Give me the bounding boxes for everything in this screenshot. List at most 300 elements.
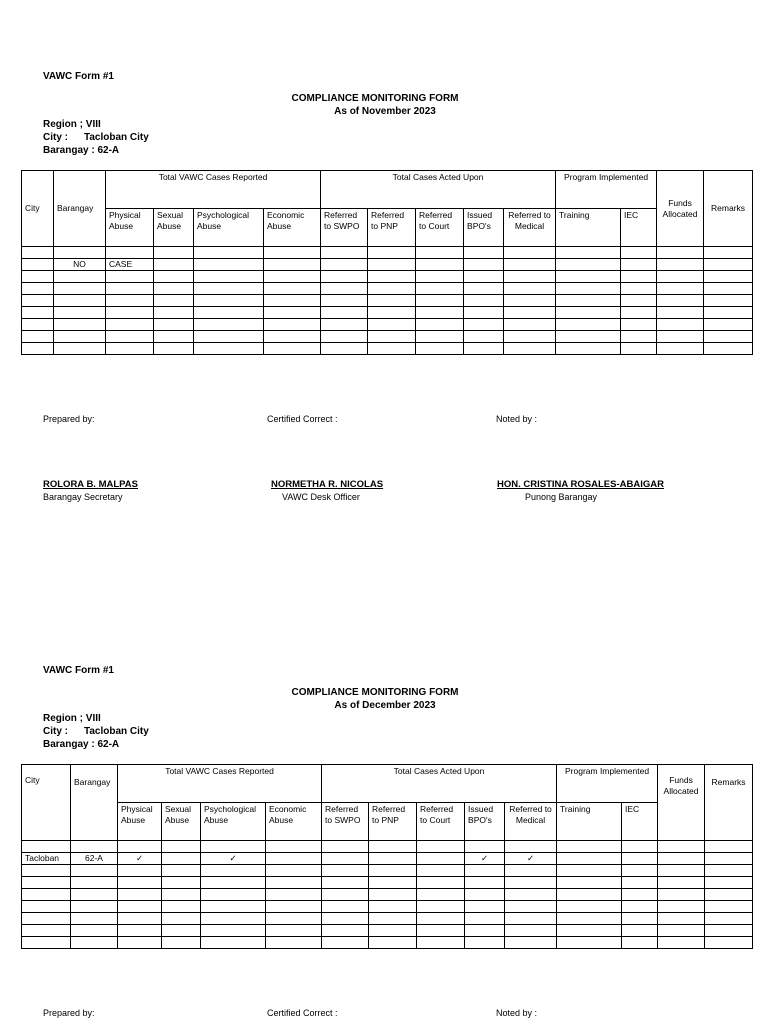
table-cell	[621, 283, 657, 295]
table-cell	[621, 343, 657, 355]
table-cell	[368, 271, 416, 283]
table-cell	[201, 841, 266, 853]
table-cell	[658, 913, 705, 925]
table-cell	[22, 307, 54, 319]
noted-by-label: Noted by :	[496, 1008, 538, 1018]
table-cell	[118, 925, 162, 937]
table-cell	[417, 913, 465, 925]
table-cell	[368, 307, 416, 319]
table-cell	[22, 343, 54, 355]
region-line: Region ; VIII	[43, 119, 101, 130]
table-cell	[118, 889, 162, 901]
compliance-table	[21, 764, 753, 949]
table-cell	[194, 283, 264, 295]
table-cell	[465, 925, 505, 937]
table-cell	[22, 937, 71, 949]
table-cell	[369, 853, 417, 865]
table-cell	[369, 877, 417, 889]
table-cell	[201, 877, 266, 889]
table-cell	[417, 889, 465, 901]
table-cell	[368, 247, 416, 259]
table-cell: ✓	[201, 853, 266, 865]
table-cell	[106, 331, 154, 343]
header-bpo: Issued BPO's	[464, 209, 504, 247]
table-cell	[416, 271, 464, 283]
table-cell	[266, 853, 322, 865]
table-cell	[118, 841, 162, 853]
table-cell	[106, 307, 154, 319]
table-cell	[657, 247, 704, 259]
city-value: Tacloban City	[84, 132, 149, 143]
table-cell	[621, 295, 657, 307]
table-cell	[71, 913, 118, 925]
header-physical: Physical Abuse	[106, 209, 154, 247]
header-remarks: Remarks	[704, 171, 753, 247]
table-cell	[657, 295, 704, 307]
table-cell	[657, 259, 704, 271]
table-cell: CASE	[106, 259, 154, 271]
table-cell	[505, 841, 557, 853]
certified-label: Certified Correct :	[267, 414, 338, 424]
table-cell	[504, 247, 556, 259]
table-cell	[194, 271, 264, 283]
table-cell	[705, 865, 753, 877]
table-cell	[194, 319, 264, 331]
header-court: Referred to Court	[416, 209, 464, 247]
table-cell	[106, 247, 154, 259]
table-row	[22, 319, 753, 331]
prepared-by-label: Prepared by:	[43, 414, 95, 424]
table-cell	[464, 307, 504, 319]
table-cell	[658, 865, 705, 877]
table-cell	[162, 925, 201, 937]
table-cell	[22, 331, 54, 343]
table-cell	[22, 841, 71, 853]
table-cell	[622, 877, 658, 889]
table-cell	[621, 307, 657, 319]
table-cell	[556, 247, 621, 259]
table-cell	[464, 295, 504, 307]
table-row	[22, 913, 753, 925]
table-cell	[321, 295, 368, 307]
compliance-table	[21, 170, 753, 355]
table-row	[22, 295, 753, 307]
table-cell	[504, 271, 556, 283]
header-psychological: Psychological Abuse	[194, 209, 264, 247]
table-cell	[505, 913, 557, 925]
table-cell	[465, 865, 505, 877]
table-cell	[54, 271, 106, 283]
table-cell	[557, 925, 622, 937]
table-row	[22, 283, 753, 295]
table-cell	[266, 925, 322, 937]
table-cell	[154, 307, 194, 319]
signatory-title-secretary: Barangay Secretary	[43, 492, 123, 502]
table-cell	[504, 259, 556, 271]
table-cell	[54, 343, 106, 355]
table-cell: ✓	[505, 853, 557, 865]
header-sexual: Sexual Abuse	[162, 803, 201, 841]
table-cell	[54, 331, 106, 343]
table-cell	[556, 307, 621, 319]
header-funds: Funds Allocated	[658, 765, 705, 841]
table-cell	[622, 913, 658, 925]
header-medical: Referred to Medical	[505, 803, 557, 841]
table-cell	[704, 259, 753, 271]
table-cell	[194, 247, 264, 259]
table-cell	[368, 319, 416, 331]
table-cell	[658, 853, 705, 865]
table-cell	[658, 937, 705, 949]
table-cell	[54, 295, 106, 307]
table-cell	[264, 295, 321, 307]
table-cell	[321, 319, 368, 331]
header-cases-reported: Total VAWC Cases Reported	[106, 171, 321, 209]
table-cell	[417, 853, 465, 865]
table-cell	[322, 877, 369, 889]
table-cell	[106, 283, 154, 295]
table-row	[22, 889, 753, 901]
table-row	[22, 853, 753, 865]
table-cell	[369, 913, 417, 925]
table-cell	[505, 889, 557, 901]
table-cell	[704, 331, 753, 343]
table-cell	[201, 913, 266, 925]
table-row	[22, 259, 753, 271]
table-cell	[71, 877, 118, 889]
table-cell	[71, 925, 118, 937]
signatory-title-desk-officer: VAWC Desk Officer	[282, 492, 360, 502]
table-cell	[504, 331, 556, 343]
table-cell	[22, 271, 54, 283]
header-funds: Funds Allocated	[657, 171, 704, 247]
city-value: Tacloban City	[84, 726, 149, 737]
table-cell	[22, 283, 54, 295]
table-cell	[465, 841, 505, 853]
header-training: Training	[556, 209, 621, 247]
table-cell	[557, 913, 622, 925]
table-cell	[162, 901, 201, 913]
header-city: City	[22, 171, 54, 247]
table-cell	[369, 901, 417, 913]
table-row	[22, 925, 753, 937]
header-sexual: Sexual Abuse	[154, 209, 194, 247]
form-label: VAWC Form #1	[43, 665, 114, 676]
table-cell	[464, 271, 504, 283]
table-cell	[705, 889, 753, 901]
table-cell	[464, 283, 504, 295]
table-cell	[22, 889, 71, 901]
table-cell	[705, 853, 753, 865]
table-cell	[22, 319, 54, 331]
table-cell	[264, 307, 321, 319]
table-cell	[162, 877, 201, 889]
table-cell	[322, 889, 369, 901]
table-cell	[54, 319, 106, 331]
table-cell	[416, 283, 464, 295]
table-cell	[162, 889, 201, 901]
table-cell	[657, 307, 704, 319]
table-cell	[657, 331, 704, 343]
table-cell	[154, 271, 194, 283]
header-physical: Physical Abuse	[118, 803, 162, 841]
table-cell	[622, 937, 658, 949]
table-cell	[621, 331, 657, 343]
table-cell	[106, 343, 154, 355]
table-cell	[369, 889, 417, 901]
table-cell	[266, 889, 322, 901]
table-cell	[54, 307, 106, 319]
region-line: Region ; VIII	[43, 713, 101, 724]
table-cell	[504, 343, 556, 355]
certified-label: Certified Correct :	[267, 1008, 338, 1018]
header-barangay: Barangay	[54, 171, 106, 247]
table-cell	[416, 331, 464, 343]
table-cell	[557, 841, 622, 853]
table-cell	[266, 841, 322, 853]
table-cell	[322, 925, 369, 937]
table-cell	[322, 937, 369, 949]
table-cell	[464, 343, 504, 355]
table-row	[22, 877, 753, 889]
table-cell	[194, 295, 264, 307]
barangay-line: Barangay : 62-A	[43, 739, 120, 750]
table-cell	[557, 865, 622, 877]
table-cell	[264, 319, 321, 331]
header-economic: Economic Abuse	[264, 209, 321, 247]
table-cell	[54, 247, 106, 259]
table-cell	[658, 877, 705, 889]
signatory-name-punong-barangay: HON. CRISTINA ROSALES-ABAIGAR	[497, 479, 664, 490]
table-cell	[465, 877, 505, 889]
table-cell	[416, 295, 464, 307]
table-cell	[556, 343, 621, 355]
table-cell	[266, 865, 322, 877]
table-cell	[416, 343, 464, 355]
table-cell	[464, 247, 504, 259]
header-cases-reported: Total VAWC Cases Reported	[118, 765, 322, 803]
table-row	[22, 937, 753, 949]
header-iec: IEC	[622, 803, 658, 841]
table-cell	[369, 937, 417, 949]
table-cell	[154, 247, 194, 259]
table-cell	[369, 865, 417, 877]
table-cell	[704, 271, 753, 283]
table-cell	[622, 865, 658, 877]
table-cell	[417, 841, 465, 853]
header-program: Program Implemented	[556, 171, 657, 209]
city-label: City :	[43, 726, 68, 737]
header-training: Training	[557, 803, 622, 841]
table-cell	[321, 283, 368, 295]
header-bpo: Issued BPO's	[465, 803, 505, 841]
table-cell	[162, 865, 201, 877]
table-cell	[704, 343, 753, 355]
table-cell	[505, 865, 557, 877]
noted-by-label: Noted by :	[496, 414, 538, 424]
table-cell	[368, 295, 416, 307]
table-cell	[154, 319, 194, 331]
table-cell	[201, 865, 266, 877]
table-cell	[118, 865, 162, 877]
table-cell	[22, 295, 54, 307]
header-cases-acted: Total Cases Acted Upon	[321, 171, 556, 209]
table-cell	[416, 319, 464, 331]
table-cell: NO	[54, 259, 106, 271]
table-cell	[118, 877, 162, 889]
table-cell	[54, 283, 106, 295]
table-cell	[464, 331, 504, 343]
table-cell	[162, 937, 201, 949]
table-cell	[194, 331, 264, 343]
table-cell	[504, 295, 556, 307]
table-cell	[264, 343, 321, 355]
table-cell	[416, 247, 464, 259]
table-cell	[321, 343, 368, 355]
table-cell	[556, 259, 621, 271]
table-cell	[106, 319, 154, 331]
table-cell	[657, 271, 704, 283]
table-cell	[556, 271, 621, 283]
table-cell	[162, 913, 201, 925]
table-cell	[154, 283, 194, 295]
table-cell	[465, 913, 505, 925]
header-city: City	[22, 765, 71, 841]
table-cell	[658, 889, 705, 901]
table-cell	[264, 283, 321, 295]
table-cell	[705, 901, 753, 913]
table-cell	[154, 343, 194, 355]
table-cell	[264, 247, 321, 259]
table-row	[22, 331, 753, 343]
table-cell	[417, 877, 465, 889]
header-program: Program Implemented	[557, 765, 658, 803]
table-cell	[417, 937, 465, 949]
table-cell	[118, 937, 162, 949]
table-cell	[71, 889, 118, 901]
table-cell	[465, 889, 505, 901]
table-cell	[368, 331, 416, 343]
table-cell	[504, 307, 556, 319]
header-economic: Economic Abuse	[266, 803, 322, 841]
table-cell	[505, 925, 557, 937]
table-cell: Tacloban	[22, 853, 71, 865]
table-cell	[465, 901, 505, 913]
table-cell	[264, 271, 321, 283]
table-cell	[162, 853, 201, 865]
table-cell	[368, 283, 416, 295]
table-cell	[264, 331, 321, 343]
header-pnp: Referred to PNP	[368, 209, 416, 247]
signatory-title-punong-barangay: Punong Barangay	[525, 492, 598, 502]
table-cell	[154, 259, 194, 271]
table-cell	[22, 259, 54, 271]
city-label: City :	[43, 132, 68, 143]
table-cell	[201, 925, 266, 937]
table-cell	[464, 259, 504, 271]
header-psychological: Psychological Abuse	[201, 803, 266, 841]
table-cell	[657, 283, 704, 295]
table-cell	[504, 283, 556, 295]
table-cell	[657, 319, 704, 331]
table-cell	[266, 877, 322, 889]
table-cell	[705, 841, 753, 853]
table-cell	[557, 901, 622, 913]
table-cell	[201, 901, 266, 913]
table-cell	[22, 913, 71, 925]
table-cell	[201, 937, 266, 949]
table-cell	[416, 307, 464, 319]
table-cell: ✓	[465, 853, 505, 865]
table-cell	[106, 295, 154, 307]
table-cell	[154, 295, 194, 307]
header-barangay: Barangay	[71, 765, 118, 841]
table-cell	[266, 913, 322, 925]
table-cell	[322, 901, 369, 913]
prepared-by-label: Prepared by:	[43, 1008, 95, 1018]
table-cell	[321, 247, 368, 259]
header-swpo: Referred to SWPO	[321, 209, 368, 247]
table-row	[22, 307, 753, 319]
table-cell	[266, 901, 322, 913]
table-cell	[704, 247, 753, 259]
table-cell	[657, 343, 704, 355]
table-cell	[621, 247, 657, 259]
table-cell	[465, 937, 505, 949]
table-cell	[556, 295, 621, 307]
table-cell	[621, 319, 657, 331]
table-cell	[417, 865, 465, 877]
table-cell	[704, 307, 753, 319]
table-row	[22, 247, 753, 259]
form-as-of: As of December 2023	[334, 700, 436, 711]
table-cell	[368, 343, 416, 355]
table-cell	[194, 259, 264, 271]
form-title: COMPLIANCE MONITORING FORM	[291, 687, 459, 698]
table-cell	[71, 937, 118, 949]
table-cell	[71, 901, 118, 913]
table-cell	[321, 331, 368, 343]
table-cell	[622, 841, 658, 853]
table-cell	[622, 853, 658, 865]
table-cell	[621, 259, 657, 271]
table-cell	[106, 271, 154, 283]
table-cell	[622, 925, 658, 937]
table-row	[22, 901, 753, 913]
table-cell	[622, 889, 658, 901]
table-cell	[369, 925, 417, 937]
header-remarks: Remarks	[705, 765, 753, 841]
header-cases-acted: Total Cases Acted Upon	[322, 765, 557, 803]
table-cell	[322, 865, 369, 877]
table-cell	[622, 901, 658, 913]
table-cell	[705, 877, 753, 889]
table-cell	[22, 877, 71, 889]
table-cell	[194, 307, 264, 319]
table-row	[22, 841, 753, 853]
table-cell	[557, 853, 622, 865]
table-cell	[658, 841, 705, 853]
barangay-line: Barangay : 62-A	[43, 145, 120, 156]
header-iec: IEC	[621, 209, 657, 247]
table-cell	[658, 925, 705, 937]
form-as-of: As of November 2023	[334, 106, 436, 117]
table-cell	[266, 937, 322, 949]
table-cell	[162, 841, 201, 853]
table-row	[22, 271, 753, 283]
table-cell	[321, 307, 368, 319]
form-title: COMPLIANCE MONITORING FORM	[291, 93, 459, 104]
